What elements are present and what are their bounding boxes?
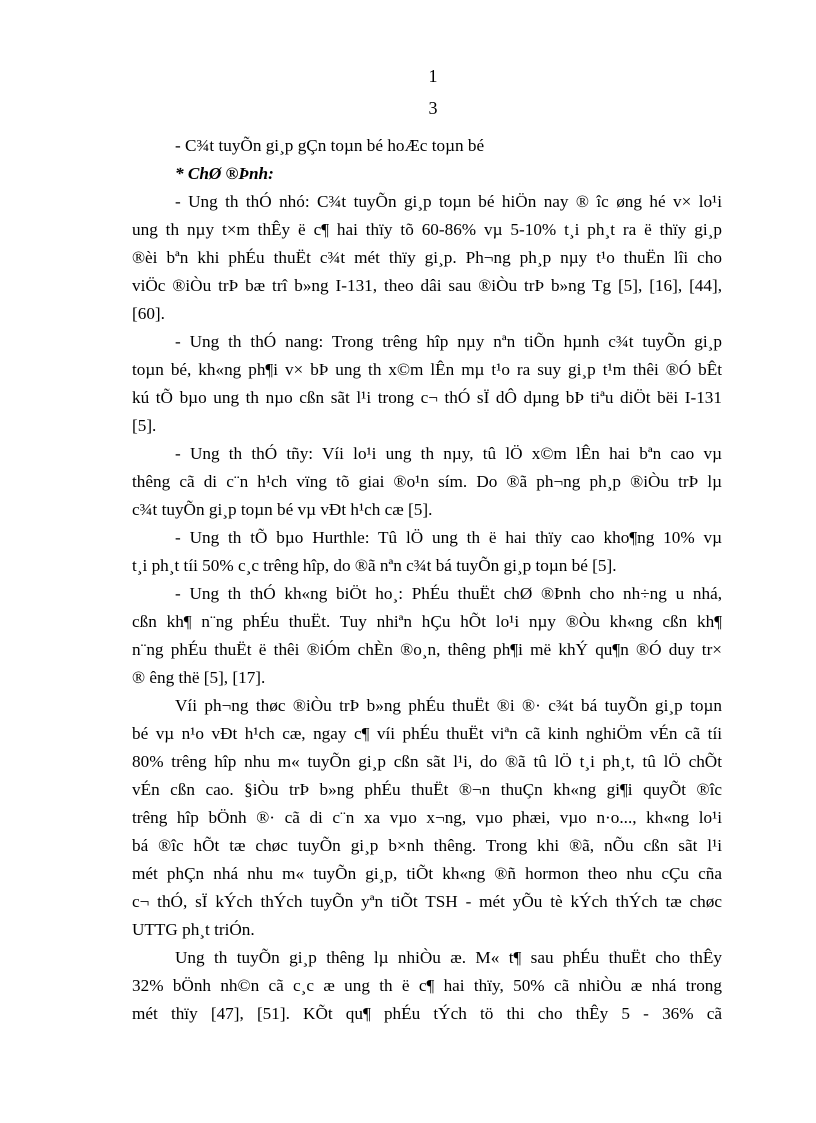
page-number-top: 1 <box>428 66 438 86</box>
paragraph-line: - Ung th thÓ tñy: Víi lo¹i ung th nµy, tû lÖ x©m lÊn hai bªn cao vµ <box>175 444 722 463</box>
page-number-bottom: 3 <box>428 98 438 118</box>
paragraph-line: t¸i ph¸t tíi 50% c¸c trêng hîp, do ®ã nªn c¾t bá tuyÕn gi¸p toµn bé [5]. <box>132 556 617 575</box>
paragraph-line: trêng hîp bÖnh ®· cã di c¨n xa vµo x¬ng, vµo phæi, vµo n·o..., kh«ng lo¹i <box>132 808 722 827</box>
section-heading: - C¾t tuyÕn gi¸p gÇn toµn bé hoÆc toµn bé <box>175 136 485 155</box>
paragraph-line: [60]. <box>132 304 165 323</box>
paragraph-line: - Ung th thÓ nang: Trong trêng hîp nµy nªn tiÕn hµnh c¾t tuyÕn gi¸p <box>175 332 722 351</box>
paragraph-line: c¾t tuyÕn gi¸p toµn bé vµ vÐt h¹ch cæ [5]. <box>132 500 433 519</box>
indication-heading: * ChØ ®Þnh: <box>175 164 274 183</box>
paragraph-line: ®èi bªn khi phÉu thuËt c¾t mét thïy gi¸p. Ph¬ng ph¸p nµy t¹o thuËn lîi cho <box>132 248 722 267</box>
paragraph-line: 32% bÖnh nh©n cã c¸c æ ung th ë c¶ hai thïy, 50% cã nhiÒu æ nhá trong <box>132 976 722 995</box>
paragraph-line: UTTG ph¸t triÓn. <box>132 920 255 939</box>
paragraph-line: viÖc ®iÒu trÞ bæ trî b»ng I-131, theo dâi sau ®iÒu trÞ b»ng Tg [5], [16], [44], <box>132 276 722 295</box>
paragraph-line: cßn kh¶ n¨ng phÉu thuËt. Tuy nhiªn hÇu hÕt lo¹i nµy ®Òu kh«ng cßn kh¶ <box>132 612 722 631</box>
paragraph-line: [5]. <box>132 416 157 435</box>
paragraph-line: Víi ph¬ng thøc ®iÒu trÞ b»ng phÉu thuËt ®i ®· c¾t bá tuyÕn gi¸p toµn <box>175 696 722 715</box>
paragraph-line: ung th nµy t×m thÊy ë c¶ hai thïy tõ 60-86% vµ 5-10% t¸i ph¸t ra ë thïy gi¸p <box>132 220 722 239</box>
paragraph-line: n¨ng phÉu thuËt ë thêi ®iÓm chÈn ®o¸n, thêng ph¶i më khÝ qu¶n ®Ó duy tr× <box>132 640 722 659</box>
paragraph-line: - Ung th thÓ nhó: C¾t tuyÕn gi¸p toµn bé hiÖn nay ® îc øng hé v× lo¹i <box>175 192 722 211</box>
paragraph-line: vÉn cßn cao. §iÒu trÞ b»ng phÉu thuËt ®¬n thuÇn kh«ng gi¶i quyÕt ®îc <box>132 780 722 799</box>
paragraph-line: c¬ thÓ, sÏ kÝch thÝch tuyÕn yªn tiÕt TSH - mét yÕu tè kÝch thÝch tæ chøc <box>132 892 722 911</box>
paragraph-line: ® êng thë [5], [17]. <box>132 668 266 687</box>
paragraph-line: thêng cã di c¨n h¹ch vïng tõ giai ®o¹n sím. Do ®ã ph¬ng ph¸p ®iÒu trÞ lµ <box>132 472 722 491</box>
paragraph-line: 80% trêng hîp nhu m« tuyÕn gi¸p cßn sãt l¹i, do ®ã tû lÖ t¸i ph¸t, tû lÖ chÕt <box>132 752 722 771</box>
paragraph-line: bá ®îc hÕt tæ chøc tuyÕn gi¸p b×nh thêng. Trong khi ®ã, nÕu cßn sãt l¹i <box>132 836 722 855</box>
paragraph-line: mét thïy [47], [51]. KÕt qu¶ phÉu tÝch tö thi cho thÊy 5 - 36% cã <box>132 1004 722 1023</box>
paragraph-line: toµn bé, kh«ng ph¶i v× bÞ ung th x©m lÊn mµ t¹o ra suy gi¸p t¹m thêi ®Ó bÊt <box>132 360 722 379</box>
paragraph-line: Ung th tuyÕn gi¸p thêng lµ nhiÒu æ. M« t¶ sau phÉu thuËt cho thÊy <box>175 948 722 967</box>
paragraph-line: - Ung th thÓ kh«ng biÖt ho¸: PhÉu thuËt chØ ®Þnh cho nh÷ng u nhá, <box>175 584 722 603</box>
paragraph-line: kú tÕ bµo ung th nµo cßn sãt l¹i trong c¬ thÓ sÏ dÔ dµng bÞ tiªu diÖt bëi I-131 <box>132 388 722 407</box>
paragraph-line: mét phÇn nhá nhu m« tuyÕn gi¸p, tiÕt kh«ng ®ñ hormon theo nhu cÇu cña <box>132 864 722 883</box>
paragraph-line: - Ung th tÕ bµo Hurthle: Tû lÖ ung th ë hai thïy cao kho¶ng 10% vµ <box>175 528 722 547</box>
paragraph-line: bé vµ n¹o vÐt h¹ch cæ, ngay c¶ víi phÉu thuËt viªn cã kinh nghiÖm vÉn cã tíi <box>132 724 722 743</box>
